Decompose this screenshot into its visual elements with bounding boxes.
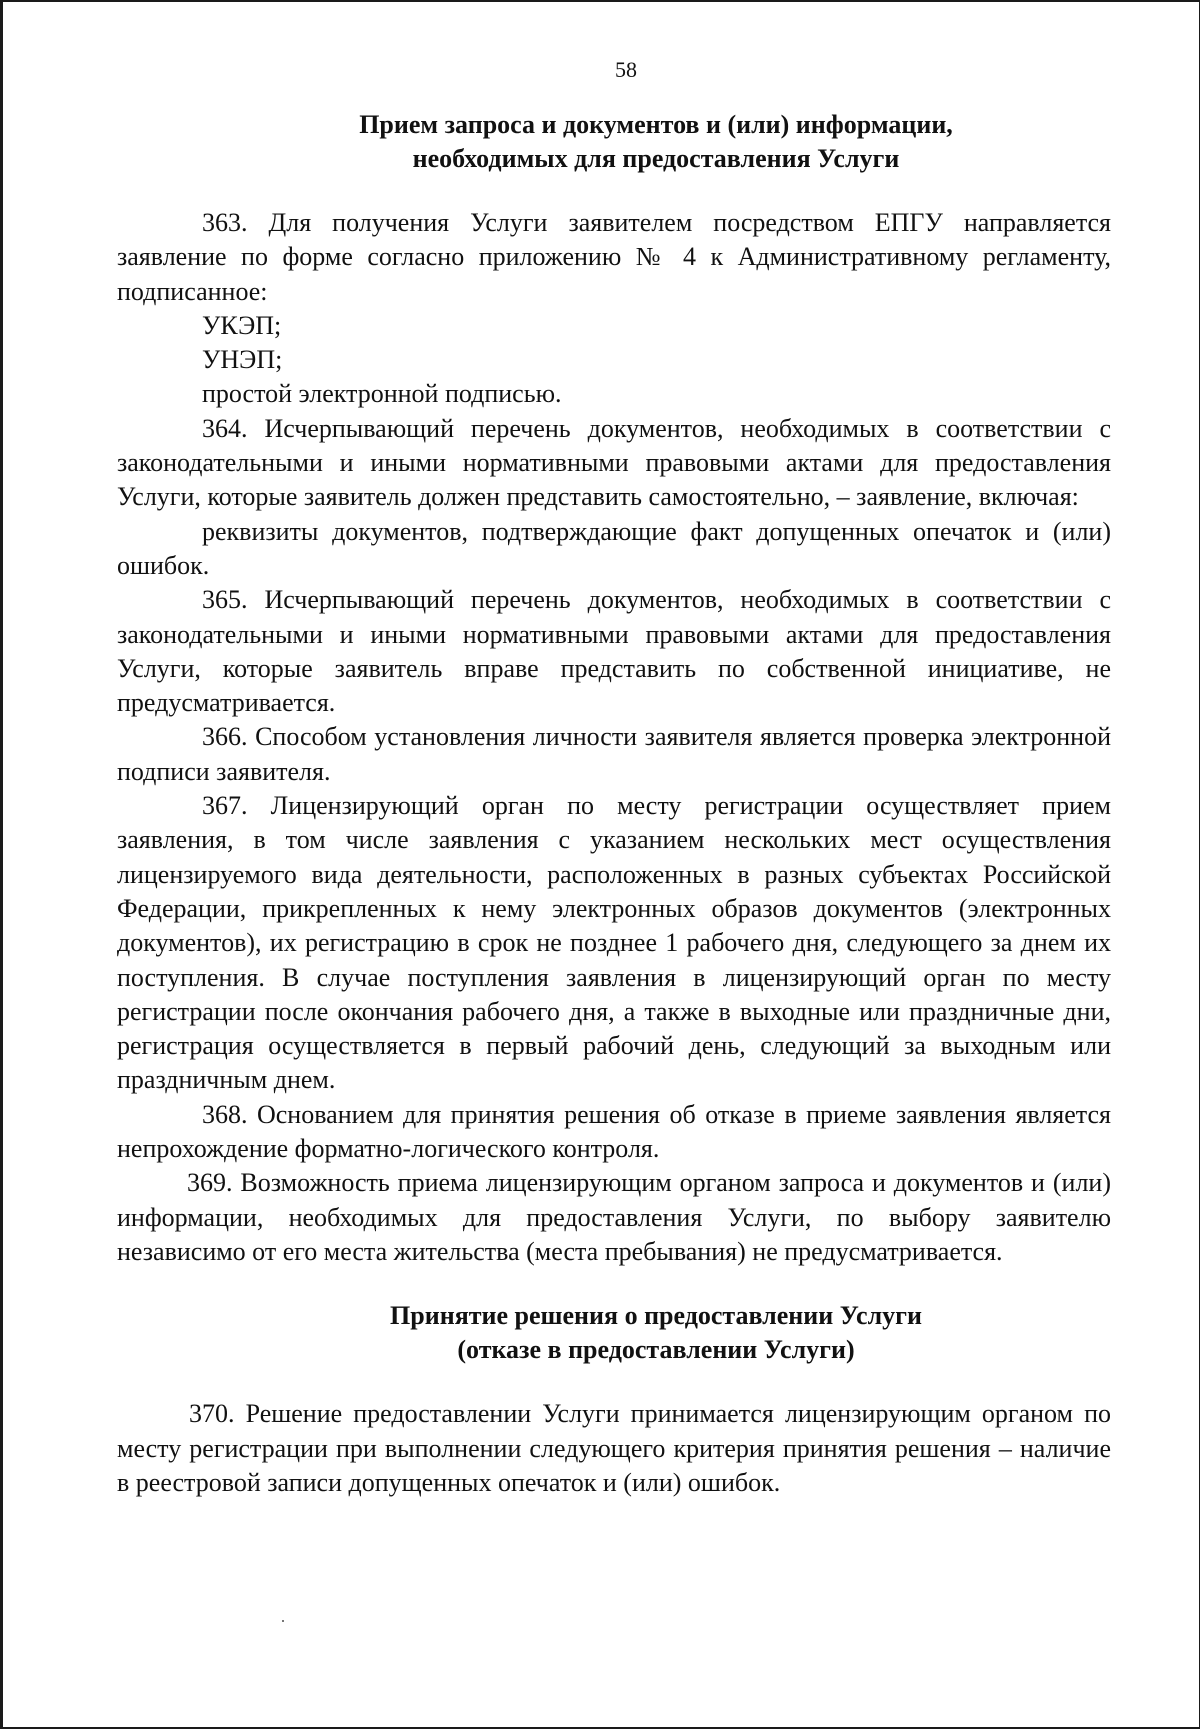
paragraph-365: 365. Исчерпывающий перечень документов, необходимых в соответствии с законодательными и иными нормативными правовыми актами для предоставления Услуги, которые заявитель вправе представить по собственной инициативе, не предусматривается.: [117, 585, 1111, 718]
section-heading-decision: [117, 1299, 1111, 1367]
paragraph-366: 366. Способом установления личности заявителя является проверка электронной подписи заявителя.: [117, 722, 1111, 786]
document-page: [117, 50, 1111, 1500]
paragraph-368: 368. Основанием для принятия решения об отказе в приеме заявления является непрохождение форматно-логического контроля.: [117, 1099, 1111, 1164]
paragraph-367: 367. Лицензирующий орган по месту регистрации осуществляет прием заявления, в том числе заявления с указанием нескольких мест осуществления лицензируемого вида деятельности, расположенных в разных субъектах Российской Федерации, прикрепленных к нему электронных образов документов (электронных документов), их регистрацию в срок не позднее 1 рабочего дня, следующего за днем их поступления. В случае поступления заявления в лицензирующий орган по месту регистрации после окончания рабочего дня, а также в выходные или праздничные дни, регистрация осуществляется в первый рабочий день, следующий за выходным или праздничным днем.: [117, 791, 1111, 1095]
section-body-intake: [117, 206, 1111, 1269]
section-heading-intake: [117, 108, 1111, 176]
signature-option-simple: простой электронной подписью.: [202, 379, 562, 409]
scan-speck: [282, 1620, 284, 1622]
heading-line: Прием запроса и документов и (или) информации,: [359, 110, 953, 139]
heading-line: (отказе в предоставлении Услуги): [457, 1335, 855, 1365]
paragraph-364: 364. Исчерпывающий перечень документов, необходимых в соответствии с законодательными и иными нормативными правовыми актами для предоставления Услуги, которые заявитель должен представить самостоятельно, – заявление, включая:: [117, 413, 1111, 512]
signature-option-unep: УНЭП;: [202, 345, 283, 375]
paragraph-363: 363. Для получения Услуги заявителем посредством ЕПГУ направляется заявление по форме согласно приложению № 4 к Административному регламенту, подписанное:: [117, 208, 1111, 306]
paragraph-364-requisites: реквизиты документов, подтверждающие факт допущенных опечаток и (или) ошибок.: [117, 516, 1111, 580]
section-body-decision: [117, 1397, 1111, 1500]
heading-line: Принятие решения о предоставлении Услуги: [390, 1301, 922, 1331]
paragraph-369: 369. Возможность приема лицензирующим органом запроса и документов и (или) информации, необходимых для предоставления Услуги, по выбору заявителю независимо от его места жительства (места пребывания) не предусматривается.: [117, 1168, 1111, 1266]
paragraph-370: 370. Решение предоставлении Услуги принимается лицензирующим органом по месту регистрации при выполнении следующего критерия принятия решения – наличие в реестровой записи допущенных опечаток и (или) ошибок.: [117, 1399, 1111, 1497]
signature-option-ukep: УКЭП;: [202, 310, 282, 340]
heading-line: необходимых для предоставления Услуги: [412, 144, 900, 173]
page-number: 58: [615, 57, 637, 82]
